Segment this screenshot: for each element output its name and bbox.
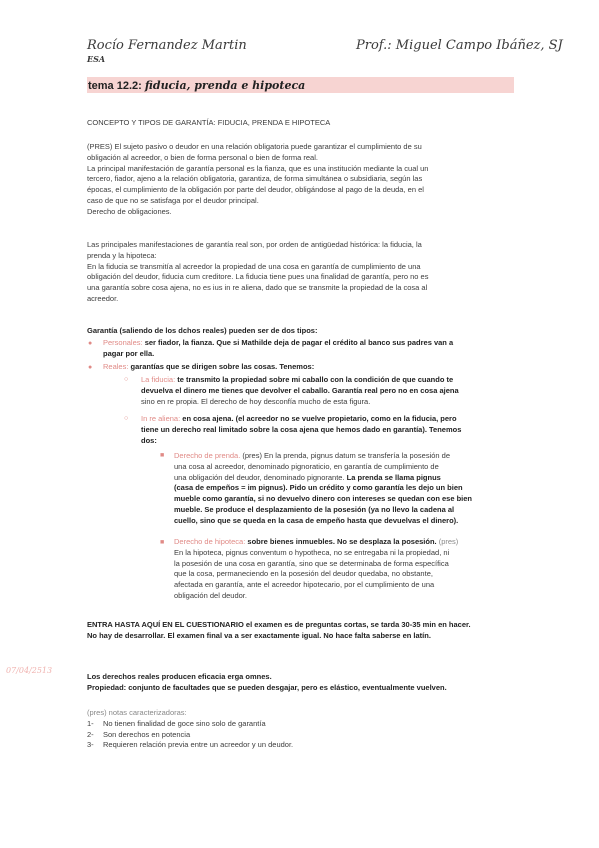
p2-line: acreedor.: [87, 293, 119, 303]
p1-line: La principal manifestación de garantía personal es la fianza, que es una institución mediante la cual un: [87, 163, 429, 173]
fiducia-item: La fiducia: te transmito la propiedad sobre mi caballo con la condición de que cuando te devuelva el dinero me tienes que devolver el caballo. Garantía real pero no en cosa ajena sino en re propia. El derecho de hoy desconfía mucho de esta figura.: [141, 375, 459, 406]
p2-line: obligación del deudor, fiducia cum creditore. La fiducia tiene pues una finalidad de garantía, pero no es: [87, 272, 429, 282]
p1-line: Derecho de obligaciones.: [87, 206, 172, 216]
p2-line: una garantía sobre cosa ajena, no es ius in re aliena, dado que se transmite la propiedad de la cosa al: [87, 283, 428, 293]
reales-label: Reales:: [103, 362, 129, 371]
bullet-dot: ●: [88, 340, 93, 347]
aliena-label: In re aliena:: [141, 414, 181, 423]
page-title: [88, 79, 305, 92]
date-stamp: 07/04/2513: [6, 666, 53, 675]
paragraph-2: [87, 240, 515, 305]
fiducia-label: La fiducia:: [141, 375, 176, 384]
personales-label: Personales:: [103, 338, 143, 347]
aliena-item: In re aliena: en cosa ajena. (el acreedor no se vuelve propietario, como en la fiducia, pero tiene un derecho real limitado sobre la cosa ajena que hemos dado en garantía). Tenemos dos:: [141, 414, 462, 445]
p1-line: tercero, fiador, ajeno a la relación obligatoria, garantiza, de forma simultánea o subsidiaria, según las: [87, 174, 423, 184]
derechos-block: Los derechos reales producen eficacia erga omnes. Propiedad: conjunto de facultades que se pueden desgajar, pero es elástico, eventualmente vuelven.: [87, 672, 447, 692]
square-bullet: ■: [160, 452, 165, 459]
paragraph-1: [87, 142, 515, 218]
nota-item: 3- Requieren relación previa entre un acreedor y un deudor.: [87, 740, 294, 750]
p2-line: Las principales manifestaciones de garantía real son, por orden de antigüedad histórica: la fiducia, la: [87, 240, 422, 249]
p1-line: (PRES) El sujeto pasivo o deudor en una relación obligatoria puede garantizar el cumplimiento de su: [87, 142, 422, 151]
nota-item: 2- Son derechos en potencia: [87, 729, 191, 739]
author-name: Rocío Fernandez Martin: [87, 38, 247, 53]
p1-line: épocas, el cumplimiento de la obligación por parte del deudor, obligándose al pago de la deuda, en el: [87, 185, 424, 195]
p2-line: En la fiducia se transmitía al acreedor la propiedad de una cosa en garantía de cumplimiento de una: [87, 261, 421, 271]
reales-item: Reales: garantías que se dirigen sobre las cosas. Tenemos:: [103, 362, 315, 371]
title-prefix: tema 12.2:: [88, 80, 142, 92]
nota-item: 1- No tienen finalidad de goce sino solo de garantía: [87, 718, 266, 728]
title-main: fiducia, prenda e hipoteca: [144, 79, 306, 92]
notas-block: [87, 708, 515, 751]
guarantee-intro: Garantía (saliendo de los dchos reales) pueden ser de dos tipos:: [87, 326, 318, 335]
section-heading: CONCEPTO Y TIPOS DE GARANTÍA: FIDUCIA, PRENDA E HIPOTECA: [87, 118, 331, 127]
hipoteca-item: Derecho de hipoteca: sobre bienes inmuebles. No se desplaza la posesión. (pres) En la hipoteca, pignus conventum o hypotheca, no se entregaba ni la propiedad, ni la posesión de una cosa en garantía, sino que se determinaba de forma específica que la cosa, permaneciendo en la posesión del deudor quedaba, no obstante, afectada en garantía, ante el acreedor hipotecario, por el cumplimiento de una obligación del deudor.: [174, 537, 459, 600]
circle-bullet: ○: [124, 415, 129, 422]
prenda-label: Derecho de prenda.: [174, 451, 241, 460]
personales-item: Personales: ser fiador, la fianza. Que si Mathilde deja de pagar el crédito al banco sus padres van a pagar por ella.: [103, 338, 454, 358]
notas-heading: (pres) notas caracterizadoras:: [87, 708, 187, 717]
hipoteca-label: Derecho de hipoteca:: [174, 537, 246, 546]
circle-bullet: ○: [124, 376, 129, 383]
course-label: ESA: [87, 54, 106, 64]
prenda-item: Derecho de prenda. (pres) En la prenda, pignus datum se transfería la posesión de una cosa al acreedor, denominado pignoraticio, en garantía de cumplimiento de una obligación del deudor, denominado pignorante. La prenda se llama pignus (casa de empeños = im pignus). Pido un crédito y como garantía les dejo un bien mueble como garantía, si no devuelvo dinero con intereses se quedan con ese bien mueble. Se produce el desplazamiento de la posesión (ya no llevo la cadena al cuello, sino que se queda en la casa de empeño hasta que devuelvas el dinero).: [174, 451, 473, 525]
p1-line: obligación al acreedor, o bien de forma personal o bien de forma real.: [87, 152, 318, 162]
bullet-dot: ●: [88, 364, 93, 371]
professor-name: Prof.: Miguel Campo Ibáñez, SJ: [356, 38, 563, 53]
p1-line: caso de que no se satisfaga por el deudor principal.: [87, 195, 259, 205]
p2-line: prenda y la hipoteca:: [87, 250, 157, 260]
exam-note: ENTRA HASTA AQUÍ EN EL CUESTIONARIO el examen es de preguntas cortas, se tarda 30-35 min en hacer. No hay de desarrollar. El examen final va a ser exactamente igual. No hace falta saberse en latín.: [87, 620, 471, 640]
square-bullet: ■: [160, 539, 165, 546]
